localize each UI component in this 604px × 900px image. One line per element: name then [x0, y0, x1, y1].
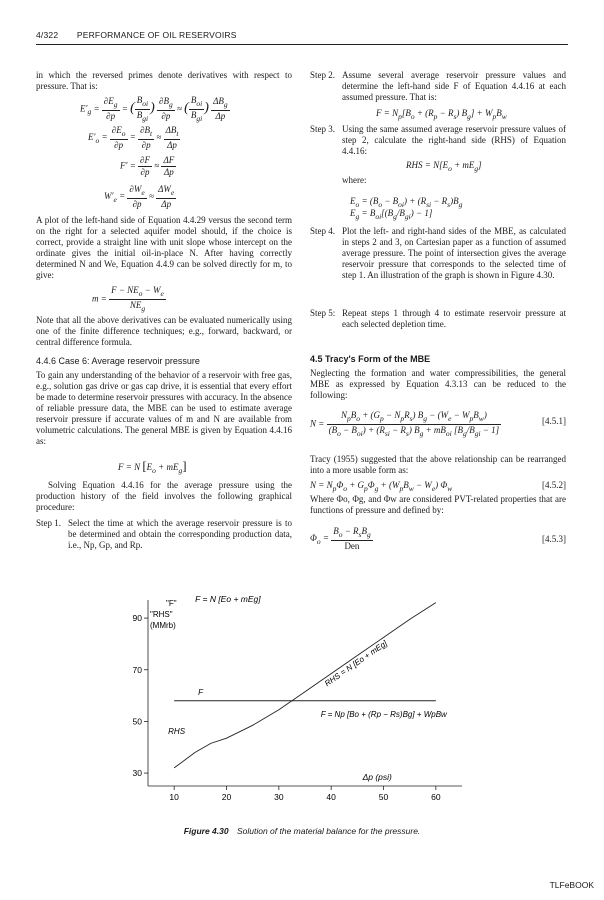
rhs-series-label: RHS [168, 726, 186, 736]
step-4-text: Plot the left- and right-hand sides of the MBE, as calculated in steps 2 and 3, on Cartesian paper as a function of assumed average pressure. The point of intersection gives the average reservoir pressure that corresponds to the selected time of step 1. An illustration of the graph is shown in Figure 4.30. [342, 226, 566, 280]
solving-paragraph: Solving Equation 4.4.16 for the average pressure using the production history of the field involves the following graphical procedure: [36, 480, 292, 512]
footer-brand: TLFeBOOK [549, 880, 594, 890]
step-1 [36, 518, 292, 551]
left-note-block [36, 315, 292, 348]
f-series-label: F [198, 687, 204, 697]
eq-4-5-3: $\Phi_o$ = $\frac{B_o - R_sB_g}{\text{Den}}$ [4.5.3] [310, 526, 566, 551]
right-where-block [310, 494, 566, 516]
where-paragraph: Where Φo, Φg, and Φw are considered PVT-related properties that are functions of pressure and defined by: [310, 494, 566, 515]
intro-paragraph: in which the reversed primes denote derivatives with respect to pressure. That is: [36, 70, 292, 91]
eq-eo-definition: $E_o = (B_o - B_{oi}) + (R_{si} - R_s)B_g$ [350, 196, 463, 209]
step-2-text: Assume several average reservoir pressure values and determine the left-hand side F of Equation 4.4.16 at each assumed pressure. That is: [342, 70, 566, 102]
y-label-units: (MMrb) [150, 621, 176, 630]
eq-f-definition: $F = N_p[B_o + (R_p - R_s) B_g] + W_pB_w$ [376, 108, 507, 121]
eq-eo-derivative: $E'_o$ = $\frac{\partial E_o}{\partial p}$ = $\frac{\partial B_t}{\partial p}$ ≈ $\frac{\Delta B_t}{\Delta p}$ [88, 125, 179, 150]
eq-number-4-5-2: [4.5.2] [542, 480, 566, 490]
step-1-text: Select the time at which the average reservoir pressure is to be determined and obtain the corresponding production data, i.e., Np, Gp, and Rp. [68, 518, 292, 550]
left-case6-block [36, 370, 292, 447]
step-5 [310, 308, 566, 330]
eq-m-solution: m = $\frac{F - NE_o - W_e}{NE_g}$ [92, 285, 164, 313]
x-tick-label: 60 [431, 792, 441, 802]
plot-paragraph: A plot of the left-hand side of Equation 4.4.29 versus the second term on the right for a selected aquifer model should, if the choice is correct, provide a straight line with unit slope whose intercept on the ordinate gives the initial oil-in-place N. After having correctly determined N and We, Equation 4.4.9 can be solved directly for m, to give: [36, 215, 292, 280]
eq-eg-derivative: $E'_g$ = $\frac{\partial E_g}{\partial p}$ = ( $\frac{B_{oi}}{B_{gi}}$ ) $\frac{\partial B_g}{\partial p}$ ≈ ( $\frac{B_{oi}}{B_{gi}}$ ) $\frac{\Delta B_g}{\Delta p}$ [80, 95, 228, 123]
den-label: Den [344, 540, 360, 551]
step-5-text: Repeat steps 1 through 4 to estimate reservoir pressure at each selected depletion time. [342, 308, 566, 329]
figure-caption-label: Figure 4.30 [183, 826, 229, 836]
chart-title: F = N [Eo + mEg] [195, 594, 261, 604]
eq-eg-definition: $E_g = B_{oi}[(B_g/B_{gi}) - 1]$ [350, 208, 433, 221]
step-2-label: Step 2. [310, 70, 336, 80]
y-label-rhs: "RHS" [150, 610, 173, 619]
eq-4-5-1: N = $\frac{N_pB_o + (G_p - N_pR_s) B_g - (W_e - W_pB_w)}{(B_o - B_{oi}) + (R_{si} - R_s) B_g + mB_{oi} [B_g/B_{gi} - 1]}$ [4.5.1] [310, 410, 566, 438]
step-3 [310, 124, 566, 157]
running-header [36, 30, 253, 41]
page-number: 4/322 [36, 30, 59, 40]
figure-4-30-chart [100, 586, 500, 820]
running-title: PERFORMANCE OF OIL RESERVOIRS [76, 30, 237, 40]
tracy-paragraph: Neglecting the formation and water compressibilities, the general MBE as expressed by Equation 4.3.13 can be reduced to the following: [310, 368, 566, 400]
eq-4-5-2: $N = N_p\Phi_o + G_p\Phi_g + (W_pB_w - W_e)$ $\Phi_w$ [4.5.2] [310, 480, 566, 493]
step-4 [310, 226, 566, 281]
eq-number-4-5-3: [4.5.3] [542, 534, 566, 544]
x-tick-label: 20 [221, 792, 232, 802]
x-axis-label: Δp (psi) [362, 772, 392, 782]
where-label: where: [342, 175, 367, 185]
case6-paragraph: To gain any understanding of the behavior of a reservoir with free gas, e.g., solution gas drive or gas cap drive, it is essential that every effort be made to determine reservoir pressures with accuracy. In the absence of reliable pressure data, the MBE can be used to estimate average reservoir pressure if accurate values of m and N are available from volumetric calculations. The general MBE is given by Equation 4.4.16 as: [36, 370, 292, 446]
section-heading-4-5: 4.5 Tracy's Form of the MBE [310, 354, 431, 364]
x-tick-label: 10 [169, 792, 179, 802]
rhs-series-line [174, 603, 436, 768]
section-heading-4-4-6: 4.4.6 Case 6: Average reservoir pressure [36, 356, 200, 366]
y-tick-label: 90 [132, 613, 142, 624]
eq-we-derivative: $W'_e$ = $\frac{\partial W_e}{\partial p}$ ≈ $\frac{\Delta W_e}{\Delta p}$ [104, 184, 175, 209]
eq-general-mbe: F = N $[E_o + mE_g]$ [118, 458, 187, 475]
y-tick-label: 50 [132, 716, 142, 727]
tracy-paragraph-2: Tracy (1955) suggested that the above relationship can be rearranged into a more usable form as: [310, 454, 566, 475]
left-plot-paragraph-block [36, 215, 292, 281]
y-tick-label: 70 [132, 664, 142, 675]
eq-f-derivative: F′ = $\frac{\partial F}{\partial p}$ ≈ $\frac{\Delta F}{\Delta p}$ [120, 155, 175, 177]
series-layer [168, 603, 448, 768]
step-3-label: Step 3. [310, 124, 336, 134]
x-axis [148, 786, 462, 802]
x-tick-label: 40 [326, 792, 336, 802]
note-paragraph: Note that all the above derivatives can be evaluated numerically using one of the finite difference techniques; e.g., forward, backward, or central difference formula. [36, 315, 292, 347]
step-1-label: Step 1. [36, 518, 62, 528]
right-tracy2-block [310, 454, 566, 476]
step-2 [310, 70, 566, 103]
y-axis [133, 600, 148, 786]
f-equation-label: F = Np [Bo + (Rp − Rs)Bg] + WpBw [320, 709, 447, 719]
step-5-label: Step 5: [310, 308, 336, 318]
eq-rhs-definition: RHS = $N[E_o + mE_g]$ [406, 160, 482, 173]
figure-caption [36, 826, 568, 837]
header-rule [36, 44, 568, 45]
left-solving-block [36, 480, 292, 513]
x-tick-label: 50 [378, 792, 389, 802]
rhs-equation-label: RHS = N [Eo + mEg] [322, 638, 389, 689]
y-label-f: "F" [166, 599, 177, 608]
x-tick-label: 30 [274, 792, 284, 802]
step-4-label: Step 4. [310, 226, 336, 236]
step-3-text: Using the same assumed average reservoir pressure values of step 2, calculate the right-hand side (RHS) of Equation 4.4.16: [342, 124, 566, 156]
figure-caption-text: Solution of the material balance for the pressure. [236, 826, 421, 836]
eq-number-4-5-1: [4.5.1] [542, 416, 566, 426]
y-tick-label: 30 [132, 768, 142, 779]
left-intro [36, 70, 292, 92]
right-tracy-block [310, 368, 566, 401]
